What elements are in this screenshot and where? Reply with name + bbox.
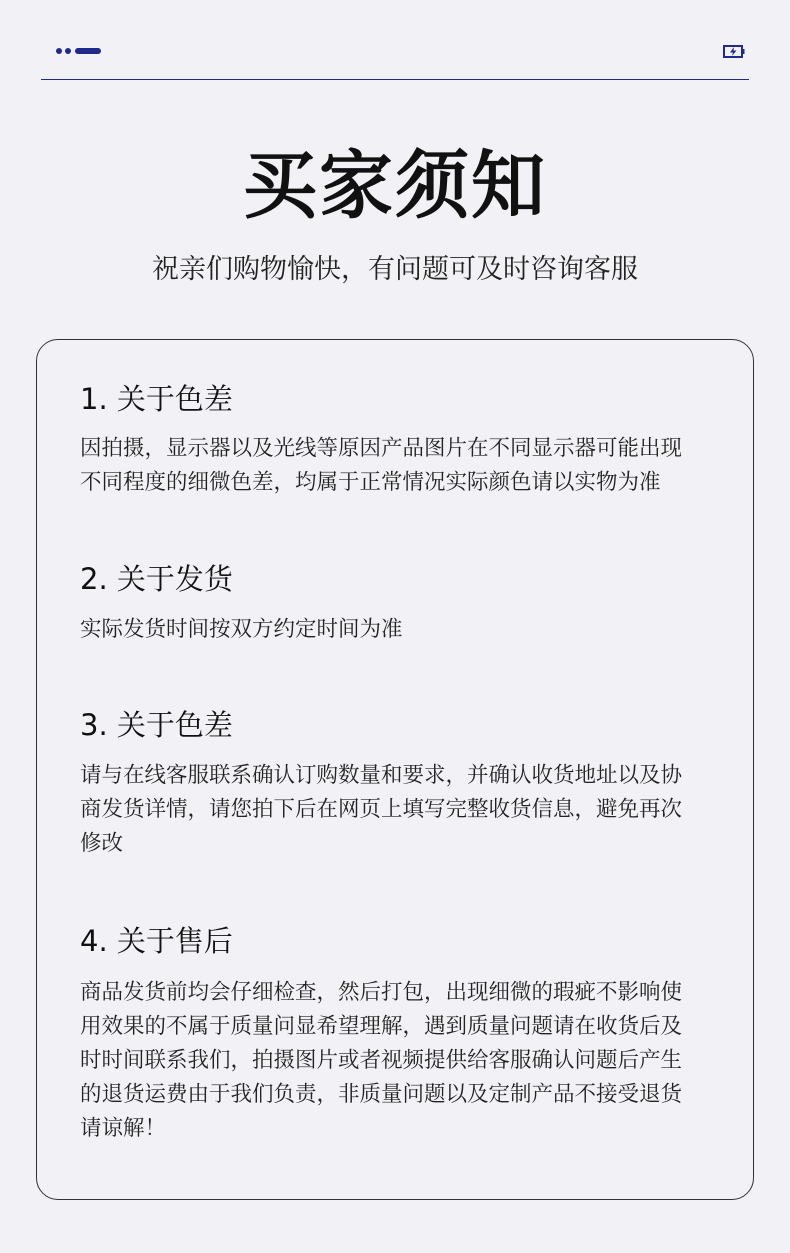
notice-card	[36, 339, 754, 1200]
section-body: 请与在线客服联系确认订购数量和要求，并确认收货地址以及协 商发货详情，请您拍下后在网页上填写完整收货信息，避免再次 修改	[80, 763, 683, 856]
battery-charging-icon	[723, 44, 745, 59]
section-body: 实际发货时间按双方约定时间为准	[80, 617, 403, 642]
section-title: 4. 关于售后	[80, 924, 233, 958]
section-title: 2. 关于发货	[80, 562, 233, 596]
section-body: 商品发货前均会仔细检查，然后打包，出现细微的瑕疵不影响使 用效果的不属于质量问显希望理解，遇到质量问题请在收货后及 时时间联系我们，拍摄图片或者视频提供给客服确认问题后产生 的退货运费由于我们负责，非质量问题以及定制产品不接受退货 请谅解！	[80, 980, 683, 1141]
section-title: 1. 关于色差	[80, 382, 233, 416]
top-bar	[41, 38, 749, 80]
section-title: 3. 关于色差	[80, 708, 233, 742]
page-subtitle: 祝亲们购物愉快，有问题可及时咨询客服	[152, 254, 638, 285]
page-title: 买家须知	[243, 143, 547, 229]
section-body: 因拍摄，显示器以及光线等原因产品图片在不同显示器可能出现 不同程度的细微色差，均属于正常情况实际颜色请以实物为准	[80, 436, 683, 495]
